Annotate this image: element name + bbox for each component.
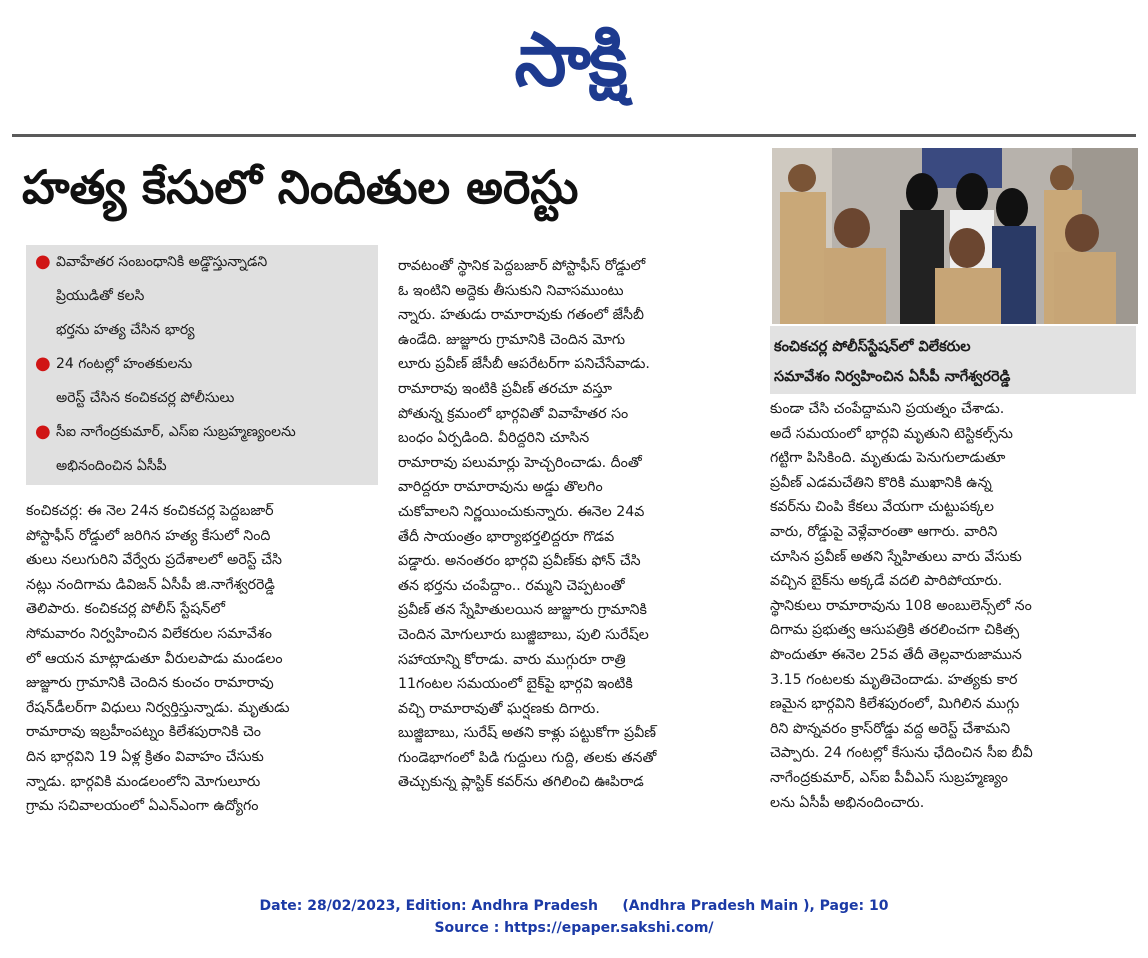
text-line: బంధం ఏర్పడింది. వీరిద్దరిని చూసిన — [398, 430, 590, 447]
text-line: లో ఆయన మాట్లాడుతూ వీరులపాడు మండలం — [26, 650, 283, 667]
article-column-1 — [26, 499, 378, 819]
text-line: పొందుతూ ఈనెల 25వ తేదీ తెల్లవారుజామున — [770, 646, 1022, 663]
bullet-icon: ● — [35, 421, 51, 442]
header-divider — [12, 134, 1136, 137]
text-line: చెప్పారు. 24 గంటల్లో కేసును ఛేదించిన సీఐ బీవీ — [770, 745, 1033, 762]
text-line: పోతున్న క్రమంలో భార్గవితో వివాహేతర సం — [398, 405, 629, 422]
text-line: ణమైన భార్గవిని కిలేశపురంలో, మిగిలిన ముగ్గు — [770, 696, 1020, 713]
text-line: దిన భార్గవిని 19 ఏళ్ల క్రితం వివాహం చేసుకు — [26, 748, 264, 765]
text-line: వచ్చిన బైక్‌ను అక్కడే వదలి పారిపోయారు. — [770, 573, 1003, 590]
news-photo — [772, 148, 1138, 324]
text-line: కుండా చేసి చంపేద్దామని ప్రయత్నం చేశాడు. — [770, 401, 1005, 417]
highlight-line: అరెస్ట్‌ చేసిన కంచికచర్ల పోలీసులు — [56, 390, 235, 406]
text-line: ఓ ఇంటిని అద్దెకు తీసుకుని నివాసముంటు — [398, 282, 624, 299]
text-line: స్థానికులు రామారావును 108 అంబులెన్స్‌లో నం — [770, 597, 1032, 614]
text-line: అదే సమయంలో భార్గవి మృతుని టెస్టికల్స్‌ను — [770, 425, 1013, 442]
text-line: వారిద్దరూ రామారావును అడ్డు తొలగిం — [398, 479, 603, 496]
highlight-item — [26, 245, 378, 347]
text-line: రామారావు ఇంటికి ప్రవీణ్‌ తరచూ వస్తూ — [398, 380, 612, 397]
text-line: న్నారు. హతుడు రామారావుకు గతంలో జేసీబీ — [398, 307, 644, 324]
text-line: రామారావు పలుమార్లు హెచ్చరించాడు. దీంతో — [398, 454, 642, 471]
text-line: లూరు ప్రవీణ్‌ జేసీబీ ఆపరేటర్‌గా పనిచేసేవాడు. — [398, 356, 650, 373]
text-line: వారు, రోడ్డుపై వెళ్లేవారంతా ఆగారు. వారిని — [770, 523, 998, 540]
text-line: గుండెభాగంలో పిడి గుద్దులు గుద్ది, తలకు తనతో — [398, 749, 657, 766]
caption-line: కంచికచర్ల పోలీస్‌స్టేషన్‌లో విలేకరుల — [774, 339, 971, 355]
bullet-icon: ● — [35, 353, 51, 374]
text-line: చుకోవాలని నిర్ణయించుకున్నారు. ఈనెల 24వ — [398, 503, 645, 520]
caption-line: సమావేశం నిర్వహించిన ఏసీపీ నాగేశ్వరరెడ్డి — [774, 369, 1011, 385]
text-line: గ్రామ సచివాలయంలో ఏఎన్‌ఎంగా ఉద్యోగం — [26, 798, 259, 815]
text-line: గట్టిగా పిసికింది. మృతుడు పెనుగులాడుతూ — [770, 450, 1006, 467]
text-line: న్నాడు. భార్గవికి మండలంలోని మోగులూరు — [26, 773, 261, 790]
article-column-3 — [770, 397, 1136, 815]
text-line: ప్రవీణ్‌ ఎడమచేతిని కొరికి ముఖానికి ఉన్న — [770, 474, 992, 491]
text-line: బుజ్జిబాబు, సురేష్‌ అతని కాళ్లు పట్టుకోగా ప్రవీణ్‌ — [398, 725, 656, 742]
article-headline: హత్య కేసులో నిందితుల అరెస్టు — [22, 160, 579, 214]
text-line: సోమవారం నిర్వహించిన విలేకరుల సమావేశం — [26, 625, 272, 642]
text-line: రేషన్‌డీలర్‌గా విధులు నిర్వర్తిస్తున్నాడు. మృతుడు — [26, 699, 290, 716]
highlights-box — [26, 245, 378, 485]
text-line: 3.15 గంటలకు మృతిచెందాడు. హత్యకు కార — [770, 671, 1018, 688]
text-line: 11గంటల సమయంలో బైక్‌పై భార్గవి ఇంటికి — [398, 676, 633, 693]
text-line: పడ్డారు. అనంతరం భార్గవి ప్రవీణ్‌కు ఫోన్‌ చేసి — [398, 553, 641, 570]
text-line: రిని పొన్నవరం క్రాస్‌రోడ్డు వద్ద అరెస్ట్‌ చేశామని — [770, 720, 1011, 737]
highlight-item — [26, 347, 378, 415]
highlight-line: 24 గంటల్లో హంతకులను — [56, 356, 193, 372]
text-line: తులు నలుగురిని వేర్వేరు ప్రదేశాలలో అరెస్ట్‌ చేసి — [26, 552, 283, 569]
text-line: రావటంతో స్థానిక పెద్దబజార్‌ పోస్టాఫీస్‌ రోడ్డులో — [398, 258, 646, 274]
text-line: చూసిన ప్రవీణ్‌ అతని స్నేహితులు వారు వేసుకు — [770, 548, 1022, 565]
text-line: తెచ్చుకున్న ప్లాస్టిక్‌ కవర్‌ను తగిలించి ఊపిరాడ — [398, 774, 644, 791]
highlight-line: అభినందించిన ఏసీపీ — [56, 458, 167, 474]
text-line: వచ్చి రామారావుతో ఘర్షణకు దిగారు. — [398, 700, 600, 717]
date-edition-line: Date: 28/02/2023, Edition: Andhra Pradesh (Andhra Pradesh Main ), Page: 10 — [259, 898, 889, 914]
highlight-line: ప్రియుడితో కలసి — [56, 288, 145, 304]
text-line: పోస్టాఫీస్‌ రోడ్డులో జరిగిన హత్య కేసులో నింది — [26, 527, 271, 544]
source-link[interactable]: Source : https://epaper.sakshi.com/ — [434, 920, 714, 936]
footer-info — [0, 895, 1148, 939]
highlight-line: వివాహేతర సంబంధానికి అడ్డొస్తున్నాడని — [56, 254, 268, 270]
text-line: ఉండేది. జుజ్జూరు గ్రామానికి చెందిన మోగు — [398, 331, 626, 348]
text-line: ప్రవీణ్‌ తన స్నేహితులయిన జుజ్జూరు గ్రామానికి — [398, 602, 647, 619]
text-line: తేదీ సాయంత్రం భార్యాభర్తలిద్దరూ గొడవ — [398, 528, 615, 545]
text-line: రామారావు ఇబ్రహీంపట్నం కిలేశపురానికి చెం — [26, 724, 261, 741]
text-line: చెందిన మోగులూరు బుజ్జిబాబు, పులి సురేష్‌ల — [398, 626, 649, 643]
highlight-line: సీఐ నాగేంద్రకుమార్‌, ఎస్‌ఐ సుబ్రహ్మణ్యంలను — [56, 424, 296, 440]
text-line: కవర్‌ను చింపి కేకలు వేయగా చుట్టుపక్కల — [770, 499, 994, 516]
text-line: కంచికచర్ల: ఈ నెల 24న కంచికచర్ల పెద్దబజార్‌ — [26, 503, 274, 519]
text-line: తెలిపారు. కంచికచర్ల పోలీస్‌ స్టేషన్‌లో — [26, 601, 225, 618]
text-line: లను ఏసీపీ అభినందించారు. — [770, 794, 925, 811]
bullet-icon: ● — [35, 251, 51, 272]
article-column-2 — [398, 254, 748, 795]
text-line: తన భర్తను చంపేద్దాం.. రమ్మని చెప్పటంతో — [398, 577, 625, 594]
text-line: నట్లు నందిగామ డివిజన్‌ ఏసీపీ జి.నాగేశ్వరరెడ్డి — [26, 576, 275, 593]
text-line: జుజ్జూరు గ్రామానికి చెందిన కుంచం రామారావు — [26, 675, 274, 692]
highlight-item — [26, 415, 378, 483]
photo-caption — [770, 326, 1136, 394]
text-line: సహాయాన్ని కోరాడు. వారు ముగ్గురూ రాత్రి — [398, 651, 626, 668]
highlight-line: భర్తను హత్య చేసిన భార్య — [56, 322, 195, 338]
text-line: నాగేంద్రకుమార్‌, ఎస్‌ఐ పీవీఎస్‌ సుబ్రహ్మణ్యం — [770, 769, 1009, 786]
sakshi-logo: సాక్షి — [514, 17, 626, 103]
text-line: దిగామ ప్రభుత్వ ఆసుపత్రికి తరలించగా చికిత్స — [770, 622, 1020, 639]
